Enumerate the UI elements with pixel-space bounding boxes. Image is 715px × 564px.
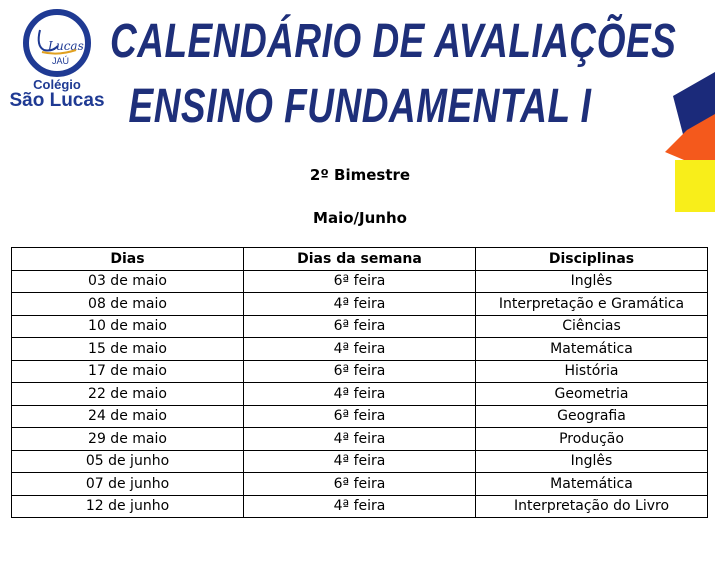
table-header-row [12, 248, 708, 271]
cell-subject: Interpretação e Gramática [476, 293, 708, 316]
table-row [12, 383, 708, 406]
cell-date: 10 de maio [12, 315, 244, 338]
cell-subject: Inglês [476, 450, 708, 473]
logo-emblem-icon [18, 6, 96, 80]
cell-weekday: 6ª feira [244, 473, 476, 496]
cell-date: 12 de junho [12, 495, 244, 518]
logo-college-name: São Lucas [9, 90, 105, 111]
cell-date: 17 de maio [12, 360, 244, 383]
table-row [12, 495, 708, 518]
logo-city: JAÚ [52, 56, 70, 66]
logo-script-text: Lucas [48, 39, 84, 53]
table-row [12, 360, 708, 383]
cell-date: 08 de maio [12, 293, 244, 316]
table-row [12, 270, 708, 293]
cell-subject: Inglês [476, 270, 708, 293]
cell-weekday: 4ª feira [244, 495, 476, 518]
page-title-line2: ENSINO FUNDAMENTAL I [128, 79, 592, 133]
table-row [12, 293, 708, 316]
cell-subject: Interpretação do Livro [476, 495, 708, 518]
cell-date: 15 de maio [12, 338, 244, 361]
cell-weekday: 4ª feira [244, 450, 476, 473]
cell-date: 07 de junho [12, 473, 244, 496]
cell-weekday: 6ª feira [244, 405, 476, 428]
cell-subject: Matemática [476, 338, 708, 361]
cell-weekday: 4ª feira [244, 383, 476, 406]
cell-subject: Geografia [476, 405, 708, 428]
table-row [12, 338, 708, 361]
table-row [12, 428, 708, 451]
school-logo [2, 6, 112, 110]
cell-date: 22 de maio [12, 383, 244, 406]
cell-date: 29 de maio [12, 428, 244, 451]
cell-subject: Geometria [476, 383, 708, 406]
cell-weekday: 4ª feira [244, 428, 476, 451]
header-dias-da-semana: Dias da semana [244, 248, 476, 271]
table-row [12, 450, 708, 473]
period-heading: Maio/Junho [313, 209, 407, 227]
header-dias: Dias [12, 248, 244, 271]
cell-weekday: 4ª feira [244, 338, 476, 361]
cell-date: 03 de maio [12, 270, 244, 293]
cell-weekday: 4ª feira [244, 293, 476, 316]
cell-weekday: 6ª feira [244, 360, 476, 383]
exam-schedule-table [11, 247, 708, 518]
header-disciplinas: Disciplinas [476, 248, 708, 271]
table-row [12, 315, 708, 338]
bimestre-heading: 2º Bimestre [309, 166, 411, 184]
table-row [12, 405, 708, 428]
decorative-shapes [665, 72, 715, 212]
logo-college-label: Colégio [33, 77, 81, 92]
cell-weekday: 6ª feira [244, 270, 476, 293]
page-title-line1: CALENDÁRIO DE AVALIAÇÕES [110, 14, 677, 68]
cell-subject: História [476, 360, 708, 383]
cell-subject: Produção [476, 428, 708, 451]
cell-date: 24 de maio [12, 405, 244, 428]
cell-subject: Ciências [476, 315, 708, 338]
cell-subject: Matemática [476, 473, 708, 496]
table-row [12, 473, 708, 496]
cell-date: 05 de junho [12, 450, 244, 473]
cell-weekday: 6ª feira [244, 315, 476, 338]
